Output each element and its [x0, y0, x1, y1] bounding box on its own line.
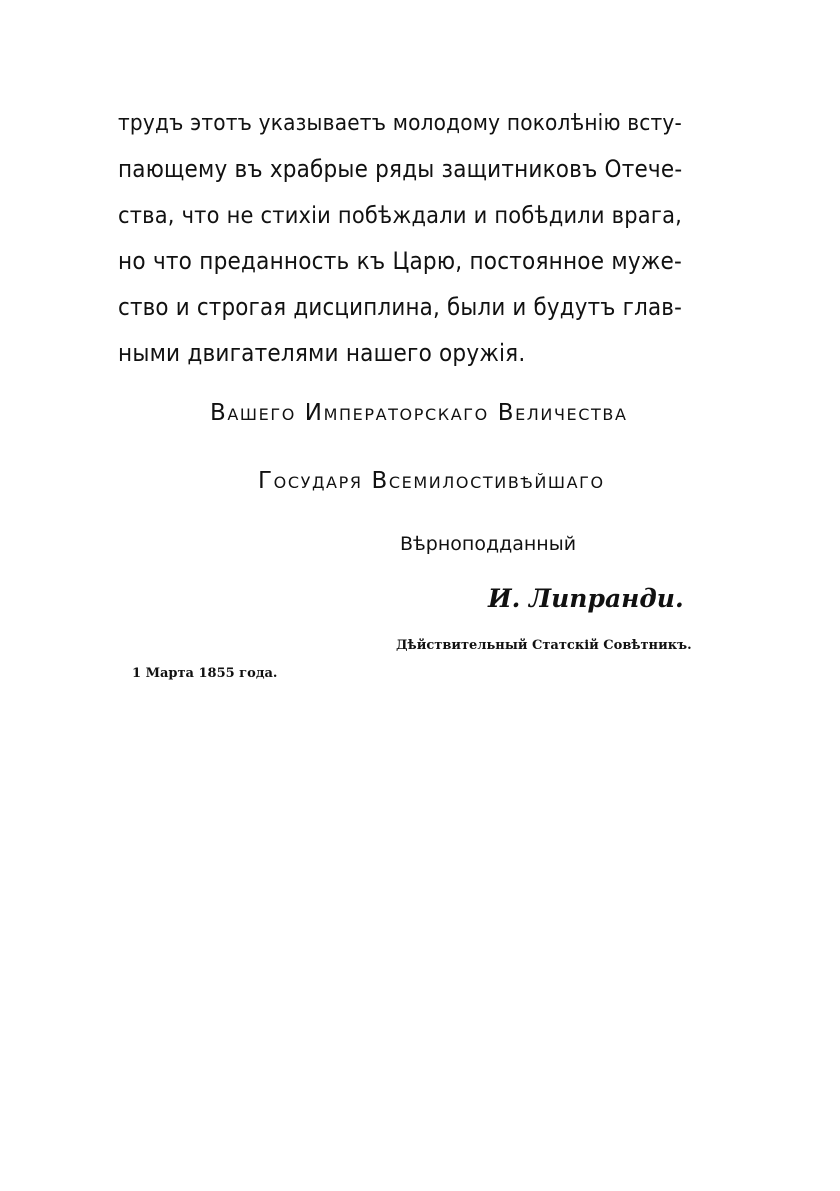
salutation-line-1: Вашего Императорскаго Величества: [210, 400, 628, 426]
paragraph-line: ство и строгая дисциплина, были и будутъ глав-: [118, 293, 682, 321]
salutation-line-2: Государя Всемилостивѣйшаго: [258, 468, 605, 494]
paragraph-line: пающему въ храбрые ряды защитниковъ Отече-: [118, 155, 683, 183]
dedication-paragraph: [118, 100, 682, 376]
paragraph-line: ства, что не стихіи побѣждали и побѣдили врага,: [118, 201, 682, 229]
paragraph-line: ными двигателями нашего оружія.: [118, 339, 526, 367]
paragraph-line: но что преданность къ Царю, постоянное муже-: [118, 247, 682, 275]
author-rank: Дѣйствительный Статскій Совѣтникъ.: [396, 638, 692, 653]
paragraph-line: трудъ этотъ указываетъ молодому поколѣнію всту-: [118, 110, 682, 136]
signoff: Вѣрноподданный: [400, 533, 577, 555]
date-line: 1 Марта 1855 года.: [132, 666, 278, 681]
signature: И. Липранди.: [488, 584, 684, 613]
